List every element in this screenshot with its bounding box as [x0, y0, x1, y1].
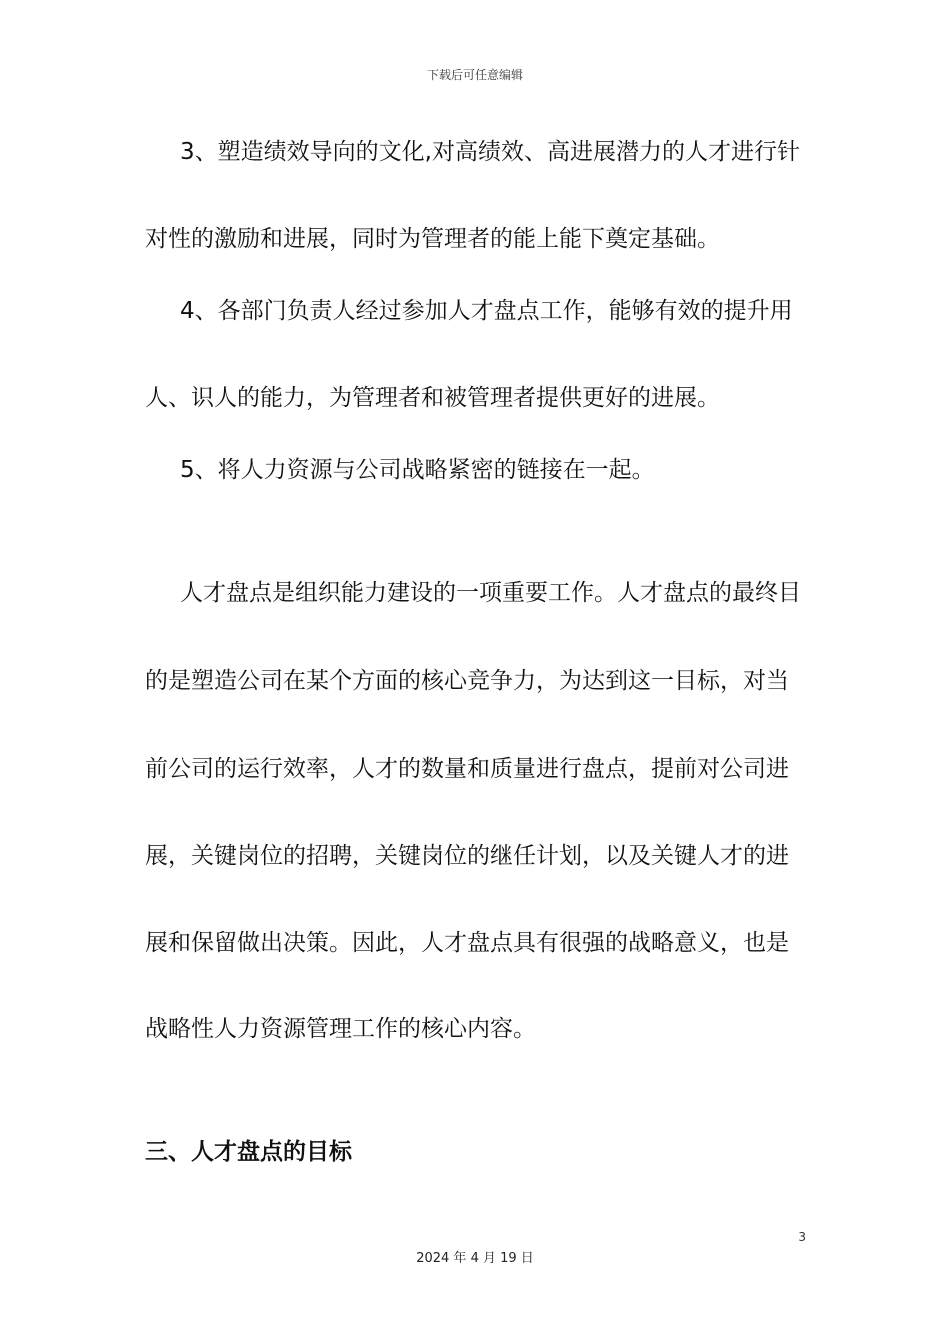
paragraph-4-line-3: 前公司的运行效率，人才的数量和质量进行盘点，提前对公司进 — [145, 756, 789, 782]
page-header: 下载后可任意编辑 — [426, 68, 523, 82]
paragraph-4-line-4: 展，关键岗位的招聘，关键岗位的继任计划，以及关键人才的进 — [145, 843, 789, 869]
paragraph-2-line-1: 4、各部门负责人经过参加人才盘点工作，能够有效的提升用 — [180, 298, 793, 324]
paragraph-3-line-1: 5、将人力资源与公司战略紧密的链接在一起。 — [180, 457, 655, 483]
paragraph-4-line-2: 的是塑造公司在某个方面的核心竞争力，为达到这一目标，对当 — [145, 668, 789, 694]
paragraph-4-line-1: 人才盘点是组织能力建设的一项重要工作。人才盘点的最终目 — [180, 580, 801, 606]
page-footer-date: 2024 年 4 月 19 日 — [416, 1251, 534, 1266]
section-heading: 三、人才盘点的目标 — [145, 1139, 352, 1165]
paragraph-4-line-5: 展和保留做出决策。因此，人才盘点具有很强的战略意义，也是 — [145, 930, 789, 956]
paragraph-1-line-2: 对性的激励和进展，同时为管理者的能上能下奠定基础。 — [145, 226, 720, 252]
paragraph-4-line-6: 战略性人力资源管理工作的核心内容。 — [145, 1016, 536, 1042]
page-number: 3 — [798, 1230, 806, 1244]
paragraph-1-line-1: 3、塑造绩效导向的文化,对高绩效、高进展潜力的人才进行针 — [180, 139, 800, 165]
paragraph-2-line-2: 人、识人的能力，为管理者和被管理者提供更好的进展。 — [145, 385, 720, 411]
